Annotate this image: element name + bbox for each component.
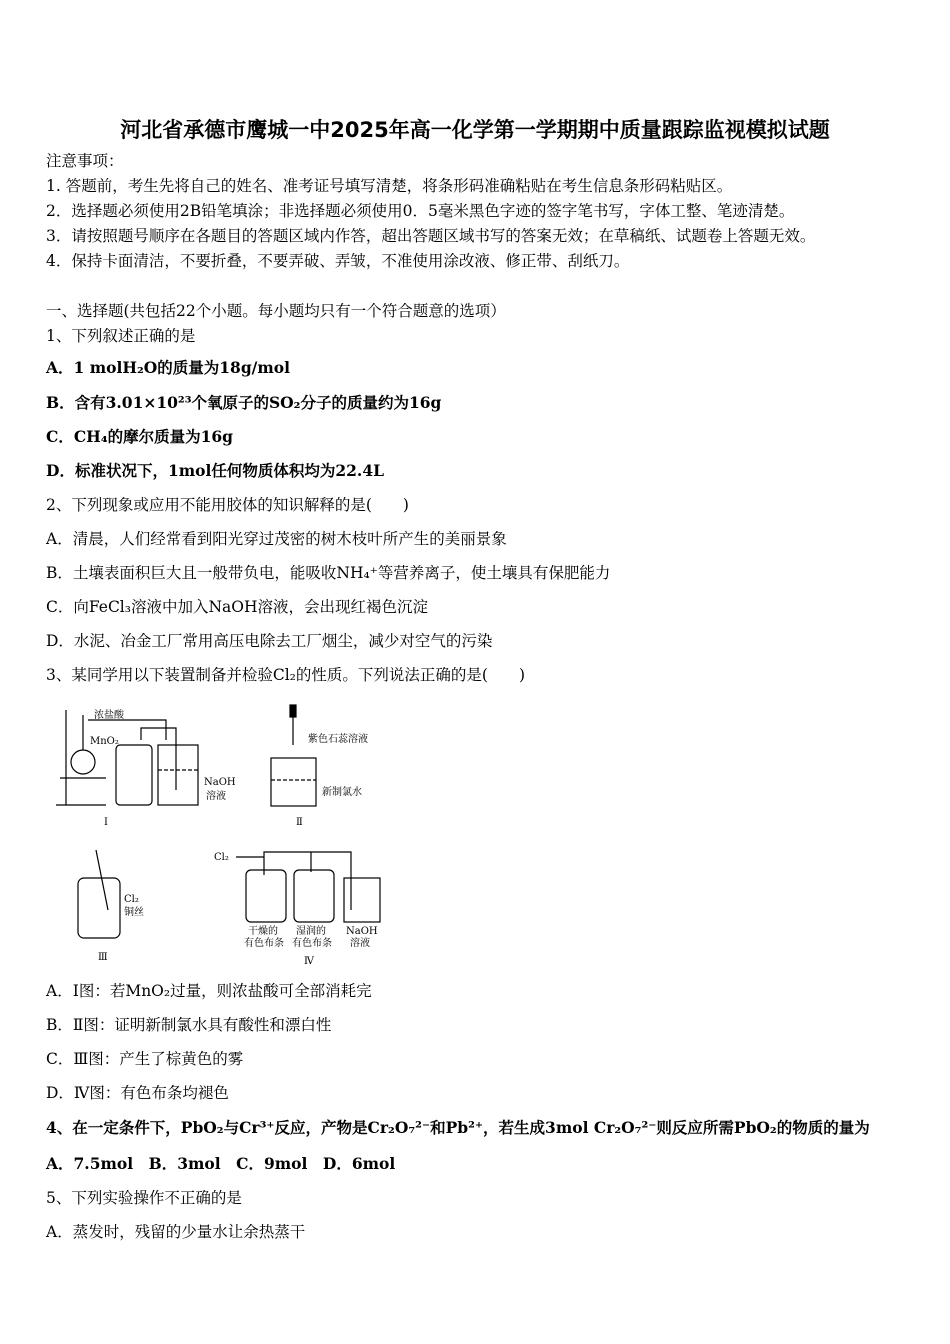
label-mno2: MnO₂ xyxy=(90,736,119,747)
label-cl2: Cl₂ xyxy=(124,894,139,905)
q3-option-c: C．Ⅲ图：产生了棕黄色的雾 xyxy=(46,1050,244,1068)
label-naoh: NaOH xyxy=(204,777,236,788)
q2-stem: 2、下列现象或应用不能用胶体的知识解释的是( ) xyxy=(46,496,409,514)
q3-option-b: B．Ⅱ图：证明新制氯水具有酸性和漂白性 xyxy=(46,1016,332,1034)
q1-option-a: A．1 molH₂O的质量为18g/mol xyxy=(46,358,290,377)
label-hcl: 浓盐酸 xyxy=(94,710,124,721)
q2-option-b: B．土壤表面积巨大且一般带负电，能吸收NH₄⁺等营养离子，使土壤具有保肥能力 xyxy=(46,564,611,582)
label-cloth: 有色布条 xyxy=(292,938,332,949)
apparatus-2 xyxy=(271,705,368,828)
figure-label-3: Ⅲ xyxy=(98,952,108,963)
q3-stem: 3、某同学用以下装置制备并检验Cl₂的性质。下列说法正确的是( ) xyxy=(46,666,525,684)
q4-stem: 4、在一定条件下，PbO₂与Cr³⁺反应，产物是Cr₂O₇²⁻和Pb²⁺，若生成3mol Cr₂O₇²⁻则反应所需PbO₂的物质的量为 xyxy=(46,1118,870,1137)
figure-label-4: Ⅳ xyxy=(304,956,314,967)
q3-option-d: D．Ⅳ图：有色布条均褪色 xyxy=(46,1084,229,1102)
section-heading: 一、选择题(共包括22个小题。每小题均只有一个符合题意的选项） xyxy=(46,302,506,320)
label-dry: 干燥的 xyxy=(248,926,278,937)
label-litmus: 紫色石蕊溶液 xyxy=(308,734,368,745)
apparatus-4 xyxy=(214,852,380,967)
q4-options: A．7.5mol B．3mol C．9mol D．6mol xyxy=(46,1154,396,1173)
label-chlorine-water: 新制氯水 xyxy=(322,787,362,798)
label-copper-wire: 铜丝 xyxy=(124,907,144,918)
page-title: 河北省承德市鹰城一中2025年高一化学第一学期期中质量跟踪监视模拟试题 xyxy=(120,118,830,142)
q2-option-c: C．向FeCl₃溶液中加入NaOH溶液，会出现红褐色沉淀 xyxy=(46,598,428,616)
label-wet: 湿润的 xyxy=(296,926,326,937)
notice-item: 4．保持卡面清洁，不要折叠，不要弄破、弄皱，不准使用涂改液、修正带、刮纸刀。 xyxy=(46,252,630,270)
q1-option-d: D．标准状况下，1mol任何物质体积均为22.4L xyxy=(46,461,385,480)
q1-option-b: B．含有3.01×10²³个氧原子的SO₂分子的质量约为16g xyxy=(46,393,442,412)
apparatus-3 xyxy=(78,850,144,963)
label-cloth: 有色布条 xyxy=(244,938,284,949)
label-solution: 溶液 xyxy=(206,791,226,802)
figure-label-2: Ⅱ xyxy=(296,817,303,828)
q3-option-a: A．Ⅰ图：若MnO₂过量，则浓盐酸可全部消耗完 xyxy=(46,982,372,1000)
label-solution: 溶液 xyxy=(350,938,370,949)
notice-item: 2．选择题必须使用2B铅笔填涂；非选择题必须使用0．5毫米黑色字迹的签字笔书写，字体工整、笔迹清楚。 xyxy=(46,202,795,220)
notice-item: 3．请按照题号顺序在各题目的答题区域内作答，超出答题区域书写的答案无效；在草稿纸、试题卷上答题无效。 xyxy=(46,227,816,245)
notice-item: 1. 答题前，考生先将自己的姓名、准考证号填写清楚，将条形码准确粘贴在考生信息条形码粘贴区。 xyxy=(46,177,733,195)
apparatus-1 xyxy=(56,708,236,828)
apparatus-figure xyxy=(46,700,406,970)
q1-stem: 1、下列叙述正确的是 xyxy=(46,327,196,345)
q1-option-c: C．CH₄的摩尔质量为16g xyxy=(46,427,234,446)
label-naoh: NaOH xyxy=(346,926,378,937)
q5-option-a: A．蒸发时，残留的少量水让余热蒸干 xyxy=(46,1223,306,1241)
q2-option-a: A．清晨，人们经常看到阳光穿过茂密的树木枝叶所产生的美丽景象 xyxy=(46,530,507,548)
q5-stem: 5、下列实验操作不正确的是 xyxy=(46,1189,242,1207)
figure-label-1: Ⅰ xyxy=(104,817,108,828)
q2-option-d: D．水泥、冶金工厂常用高压电除去工厂烟尘，减少对空气的污染 xyxy=(46,632,493,650)
label-cl2-inlet: Cl₂ xyxy=(214,852,229,863)
notice-heading: 注意事项： xyxy=(46,152,124,170)
